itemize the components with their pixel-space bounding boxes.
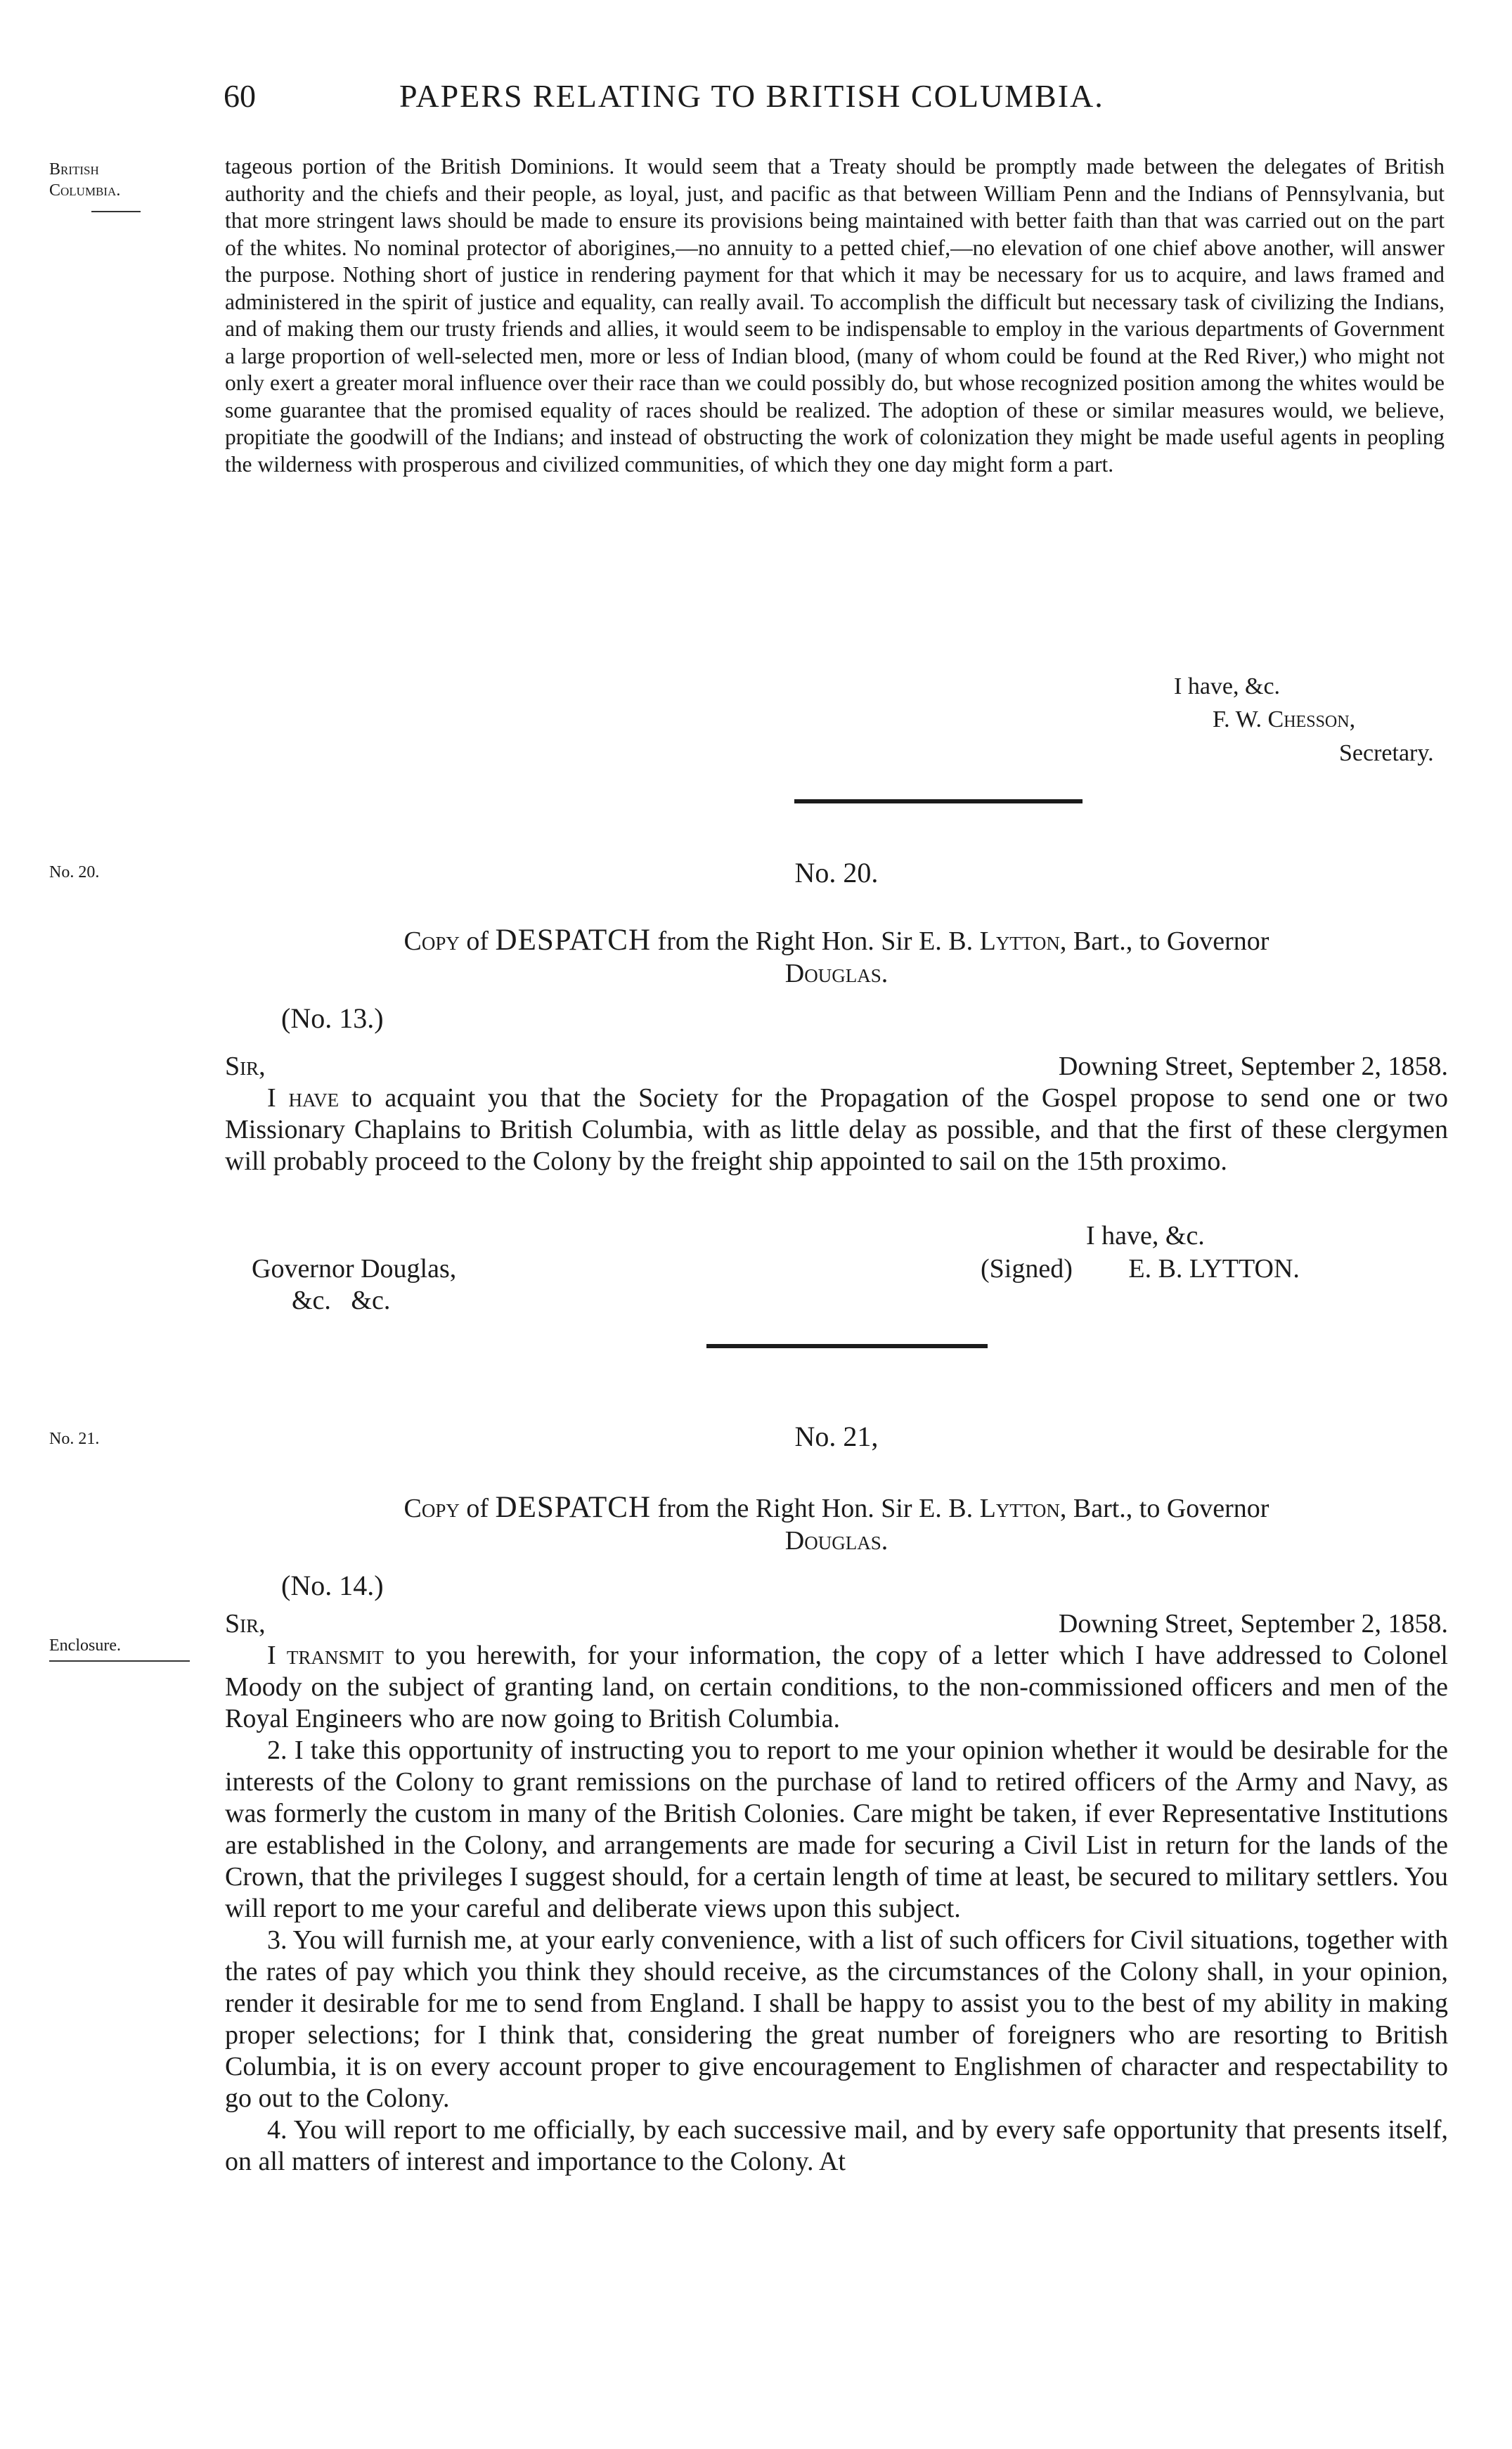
- signed-name: E. B. LYTTON.: [1128, 1254, 1300, 1284]
- section-divider: [706, 1344, 988, 1348]
- despatch-21-paragraph-2: 2. I take this opportunity of instructing you to report to me your opinion whether it would be desirable for the interests of the Colony to grant remissions on the purchase of land to retired officers of the Army and Navy, as was formerly the custom in many of the British Colonies. Care might be taken, if ever Representative Institutions are established in the Colony, and arrangements are made for securing a Civil List in return for the lands of the Crown, that the privileges I suggest should, for a certain length of time at least, be secured to military settlers. You will report to me your careful and deliberate views upon this subject.: [225, 1736, 1448, 1923]
- despatch-21-body: [225, 1640, 1448, 2178]
- despatch-21-salutation-row: [225, 1608, 1448, 1639]
- signature-name: Chesson,: [1267, 706, 1356, 732]
- signature-initials: F. W.: [1213, 706, 1262, 732]
- despatch-21-paragraph-3: 3. You will furnish me, at your early convenience, with a list of such officers for Civil situations, together with the rates of pay which you think they should receive, as the circumstances of the Colony shall, in your opinion, render it desirable for me to send from England. I shall be happy to assist you to the best of my ability in making proper selections; for I think that, considering the great number of foreigners who are resorting to British Columbia, it is on every account proper to give encouragement to Englishmen of character and respectability to go out to the Colony.: [225, 1925, 1448, 2113]
- despatch-20-paragraph: [225, 1083, 1448, 1177]
- continuation-closing: I have, &c.: [1174, 673, 1281, 699]
- title-despatch-word: DESPATCH: [495, 1491, 652, 1524]
- section-divider: [794, 799, 1083, 803]
- despatch-21-place-date: Downing Street, September 2, 1858.: [1058, 1609, 1448, 1639]
- despatch-21-salutation: Sir,: [225, 1609, 266, 1639]
- margin-note-no20: No. 20.: [49, 863, 100, 881]
- margin-note-british-columbia: [49, 159, 211, 212]
- margin-note-no21: No. 21.: [49, 1430, 100, 1448]
- continuation-signature: [1213, 704, 1355, 735]
- title-despatch-word: DESPATCH: [495, 924, 652, 957]
- despatch-21-reference: (No. 14.): [281, 1570, 384, 1601]
- title-of-word: of: [466, 1494, 489, 1523]
- title-rest-text: Bart., to Governor: [1073, 926, 1269, 956]
- despatch-21-title-douglas: Douglas.: [784, 1526, 889, 1556]
- signed-label: (Signed): [981, 1254, 1073, 1284]
- despatch-21-p1-text: to you herewith, for your information, the copy of a letter which I have addressed to Colonel Moody on the subject of granting land, on certain conditions, to the non-commissioned officers and men of the Royal Engineers who are now going to British Columbia.: [225, 1641, 1448, 1733]
- despatch-20-signed: [981, 1253, 1300, 1284]
- despatch-21-title: [225, 1492, 1448, 1525]
- despatch-21-lead: I transmit: [267, 1641, 384, 1670]
- margin-rule: [91, 211, 141, 212]
- margin-note-line: Columbia.: [49, 181, 121, 200]
- page-header: [224, 77, 1433, 115]
- despatch-20-number: No. 20.: [794, 857, 879, 889]
- despatch-21-paragraph-4: 4. You will report to me officially, by each successive mail, and by every safe opportunity that presents itself, on all matters of interest and importance to the Colony. At: [225, 2115, 1448, 2176]
- despatch-20-text: to acquaint you that the Society for the Propagation of the Gospel propose to send one or two Missionary Chaplains to British Columbia, with as little delay as possible, and that the first of these clergymen will probably proceed to the Colony by the freight ship appointed to sail on the 15th proximo.: [225, 1083, 1448, 1176]
- despatch-20-salutation: Sir,: [225, 1052, 266, 1081]
- despatch-20-body: [225, 1083, 1448, 1177]
- title-of-word: of: [466, 926, 489, 956]
- despatch-20-salutation-row: [225, 1051, 1448, 1082]
- title-rest-text: Bart., to Governor: [1073, 1494, 1269, 1523]
- continuation-paragraph: tageous portion of the British Dominions. It would seem that a Treaty should be promptly made between the delegates of British authority and the chiefs and their people, as loyal, just, and pacific as that between William Penn and the Indians of Pennsylvania, but that more stringent laws should be made to ensure its provisions being maintained with better faith than that was carried out on the part of the whites. No nominal protector of aborigines,—no annuity to a petted chief,—no elevation of one chief above another, will answer the purpose. Nothing short of justice in rendering payment for that which it may be necessary for us to acquire, and laws framed and administered in the spirit of justice and equality, can really avail. To accomplish the difficult but necessary task of civilizing the Indians, and of making them our trusty friends and allies, it would seem to be indispensable to employ in the various departments of Government a large proportion of well-selected men, more or less of Indian blood, (many of whom could be found at the Red River,) who might not only exert a greater moral influence over their race than we could possibly do, but whose recognized position among the whites would be some guarantee that the promised equality of races should be realized. The adoption of these or similar measures would, we believe, propitiate the goodwill of the Indians; and instead of obstructing the work of colonization they might be made useful agents in peopling the wilderness with prosperous and civilized communities, of which they one day might form a part.: [225, 154, 1445, 477]
- despatch-20-title: [225, 924, 1448, 957]
- despatch-20-reference: (No. 13.): [281, 1002, 384, 1034]
- margin-note-enclosure-label: Enclosure.: [49, 1636, 121, 1655]
- title-from-text: from the Right Hon. Sir E. B.: [657, 926, 974, 956]
- continuation-signature-title: Secretary.: [1339, 740, 1434, 766]
- title-lytton: Lytton,: [979, 1494, 1067, 1523]
- despatch-20-lead: I have: [267, 1083, 340, 1113]
- running-title: PAPERS RELATING TO BRITISH COLUMBIA.: [399, 78, 1104, 114]
- despatch-21-number: No. 21,: [794, 1421, 879, 1452]
- previous-letter-continuation: [225, 153, 1445, 478]
- despatch-20-title-douglas: Douglas.: [784, 959, 889, 988]
- despatch-20-place-date: Downing Street, September 2, 1858.: [1058, 1052, 1448, 1081]
- margin-rule: [49, 1660, 190, 1662]
- title-copy-word: Copy: [403, 926, 460, 956]
- title-from-text: from the Right Hon. Sir E. B.: [657, 1494, 974, 1523]
- despatch-20-addressee-etc: &c. &c.: [292, 1286, 391, 1315]
- despatch-21-paragraph-1: [225, 1640, 1448, 1735]
- despatch-20-addressee: Governor Douglas,: [252, 1254, 457, 1284]
- despatch-20-closing: I have, &c.: [1086, 1221, 1205, 1251]
- title-lytton: Lytton,: [979, 926, 1067, 956]
- page-number: 60: [224, 78, 256, 114]
- margin-note-line: British: [49, 160, 99, 179]
- margin-note-enclosure: [49, 1635, 211, 1662]
- title-copy-word: Copy: [403, 1494, 460, 1523]
